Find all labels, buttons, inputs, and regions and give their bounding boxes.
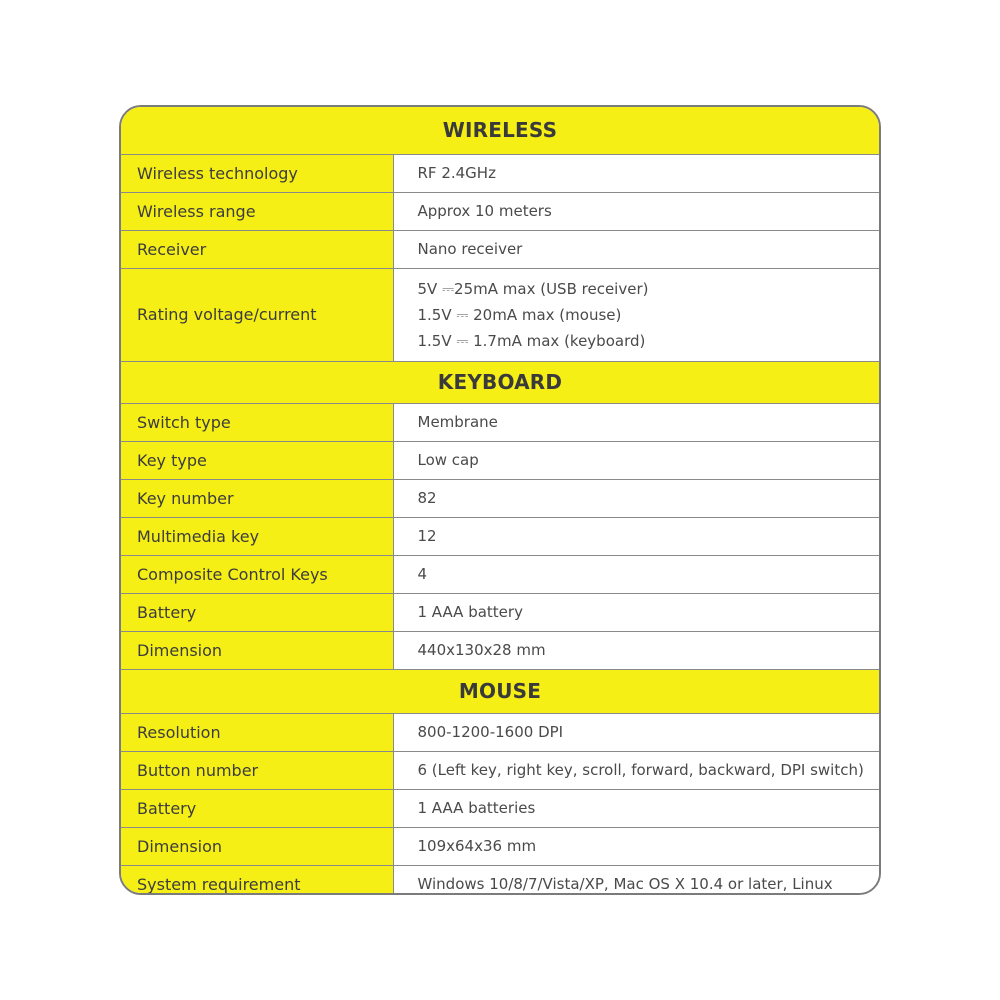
spec-row (121, 631, 879, 669)
spec-row (121, 403, 879, 441)
spec-value: Windows 10/8/7/Vista/XP, Mac OS X 10.4 or later, Linux (393, 865, 879, 895)
spec-label: Key number (121, 479, 393, 517)
spec-label: Wireless range (121, 192, 393, 230)
spec-row (121, 441, 879, 479)
spec-value: 1 AAA batteries (393, 789, 879, 827)
spec-row (121, 230, 879, 268)
spec-value: 5V ⎓25mA max (USB receiver) 1.5V ⎓ 20mA max (mouse) 1.5V ⎓ 1.7mA max (keyboard) (393, 268, 879, 361)
spec-row (121, 593, 879, 631)
spec-table (121, 107, 879, 895)
spec-label: Dimension (121, 827, 393, 865)
spec-value: 82 (393, 479, 879, 517)
spec-label: Wireless technology (121, 154, 393, 192)
spec-value: 12 (393, 517, 879, 555)
spec-table-body (121, 107, 879, 895)
spec-row (121, 517, 879, 555)
spec-label: Key type (121, 441, 393, 479)
spec-label: System requirement (121, 865, 393, 895)
spec-row (121, 192, 879, 230)
spec-value: 1 AAA battery (393, 593, 879, 631)
spec-row (121, 789, 879, 827)
spec-value: 6 (Left key, right key, scroll, forward, backward, DPI switch) (393, 751, 879, 789)
spec-value: 800-1200-1600 DPI (393, 713, 879, 751)
spec-row (121, 751, 879, 789)
spec-value: 440x130x28 mm (393, 631, 879, 669)
spec-label: Switch type (121, 403, 393, 441)
spec-value: 109x64x36 mm (393, 827, 879, 865)
spec-label: Dimension (121, 631, 393, 669)
spec-label: Rating voltage/current (121, 268, 393, 361)
spec-sheet-card (119, 105, 881, 895)
spec-value: RF 2.4GHz (393, 154, 879, 192)
spec-label: Receiver (121, 230, 393, 268)
spec-value: Approx 10 meters (393, 192, 879, 230)
spec-label: Multimedia key (121, 517, 393, 555)
spec-value: Membrane (393, 403, 879, 441)
spec-row (121, 827, 879, 865)
section-title: KEYBOARD (121, 361, 879, 403)
section-header-wireless (121, 107, 879, 154)
spec-value: Nano receiver (393, 230, 879, 268)
spec-row (121, 479, 879, 517)
spec-row (121, 154, 879, 192)
spec-label: Button number (121, 751, 393, 789)
section-title: MOUSE (121, 669, 879, 713)
spec-value: 4 (393, 555, 879, 593)
spec-label: Resolution (121, 713, 393, 751)
spec-label: Battery (121, 789, 393, 827)
spec-row (121, 268, 879, 361)
spec-row (121, 713, 879, 751)
spec-row (121, 555, 879, 593)
section-header-mouse (121, 669, 879, 713)
section-header-keyboard (121, 361, 879, 403)
spec-label: Composite Control Keys (121, 555, 393, 593)
spec-value: Low cap (393, 441, 879, 479)
spec-label: Battery (121, 593, 393, 631)
section-title: WIRELESS (121, 107, 879, 154)
spec-row (121, 865, 879, 895)
